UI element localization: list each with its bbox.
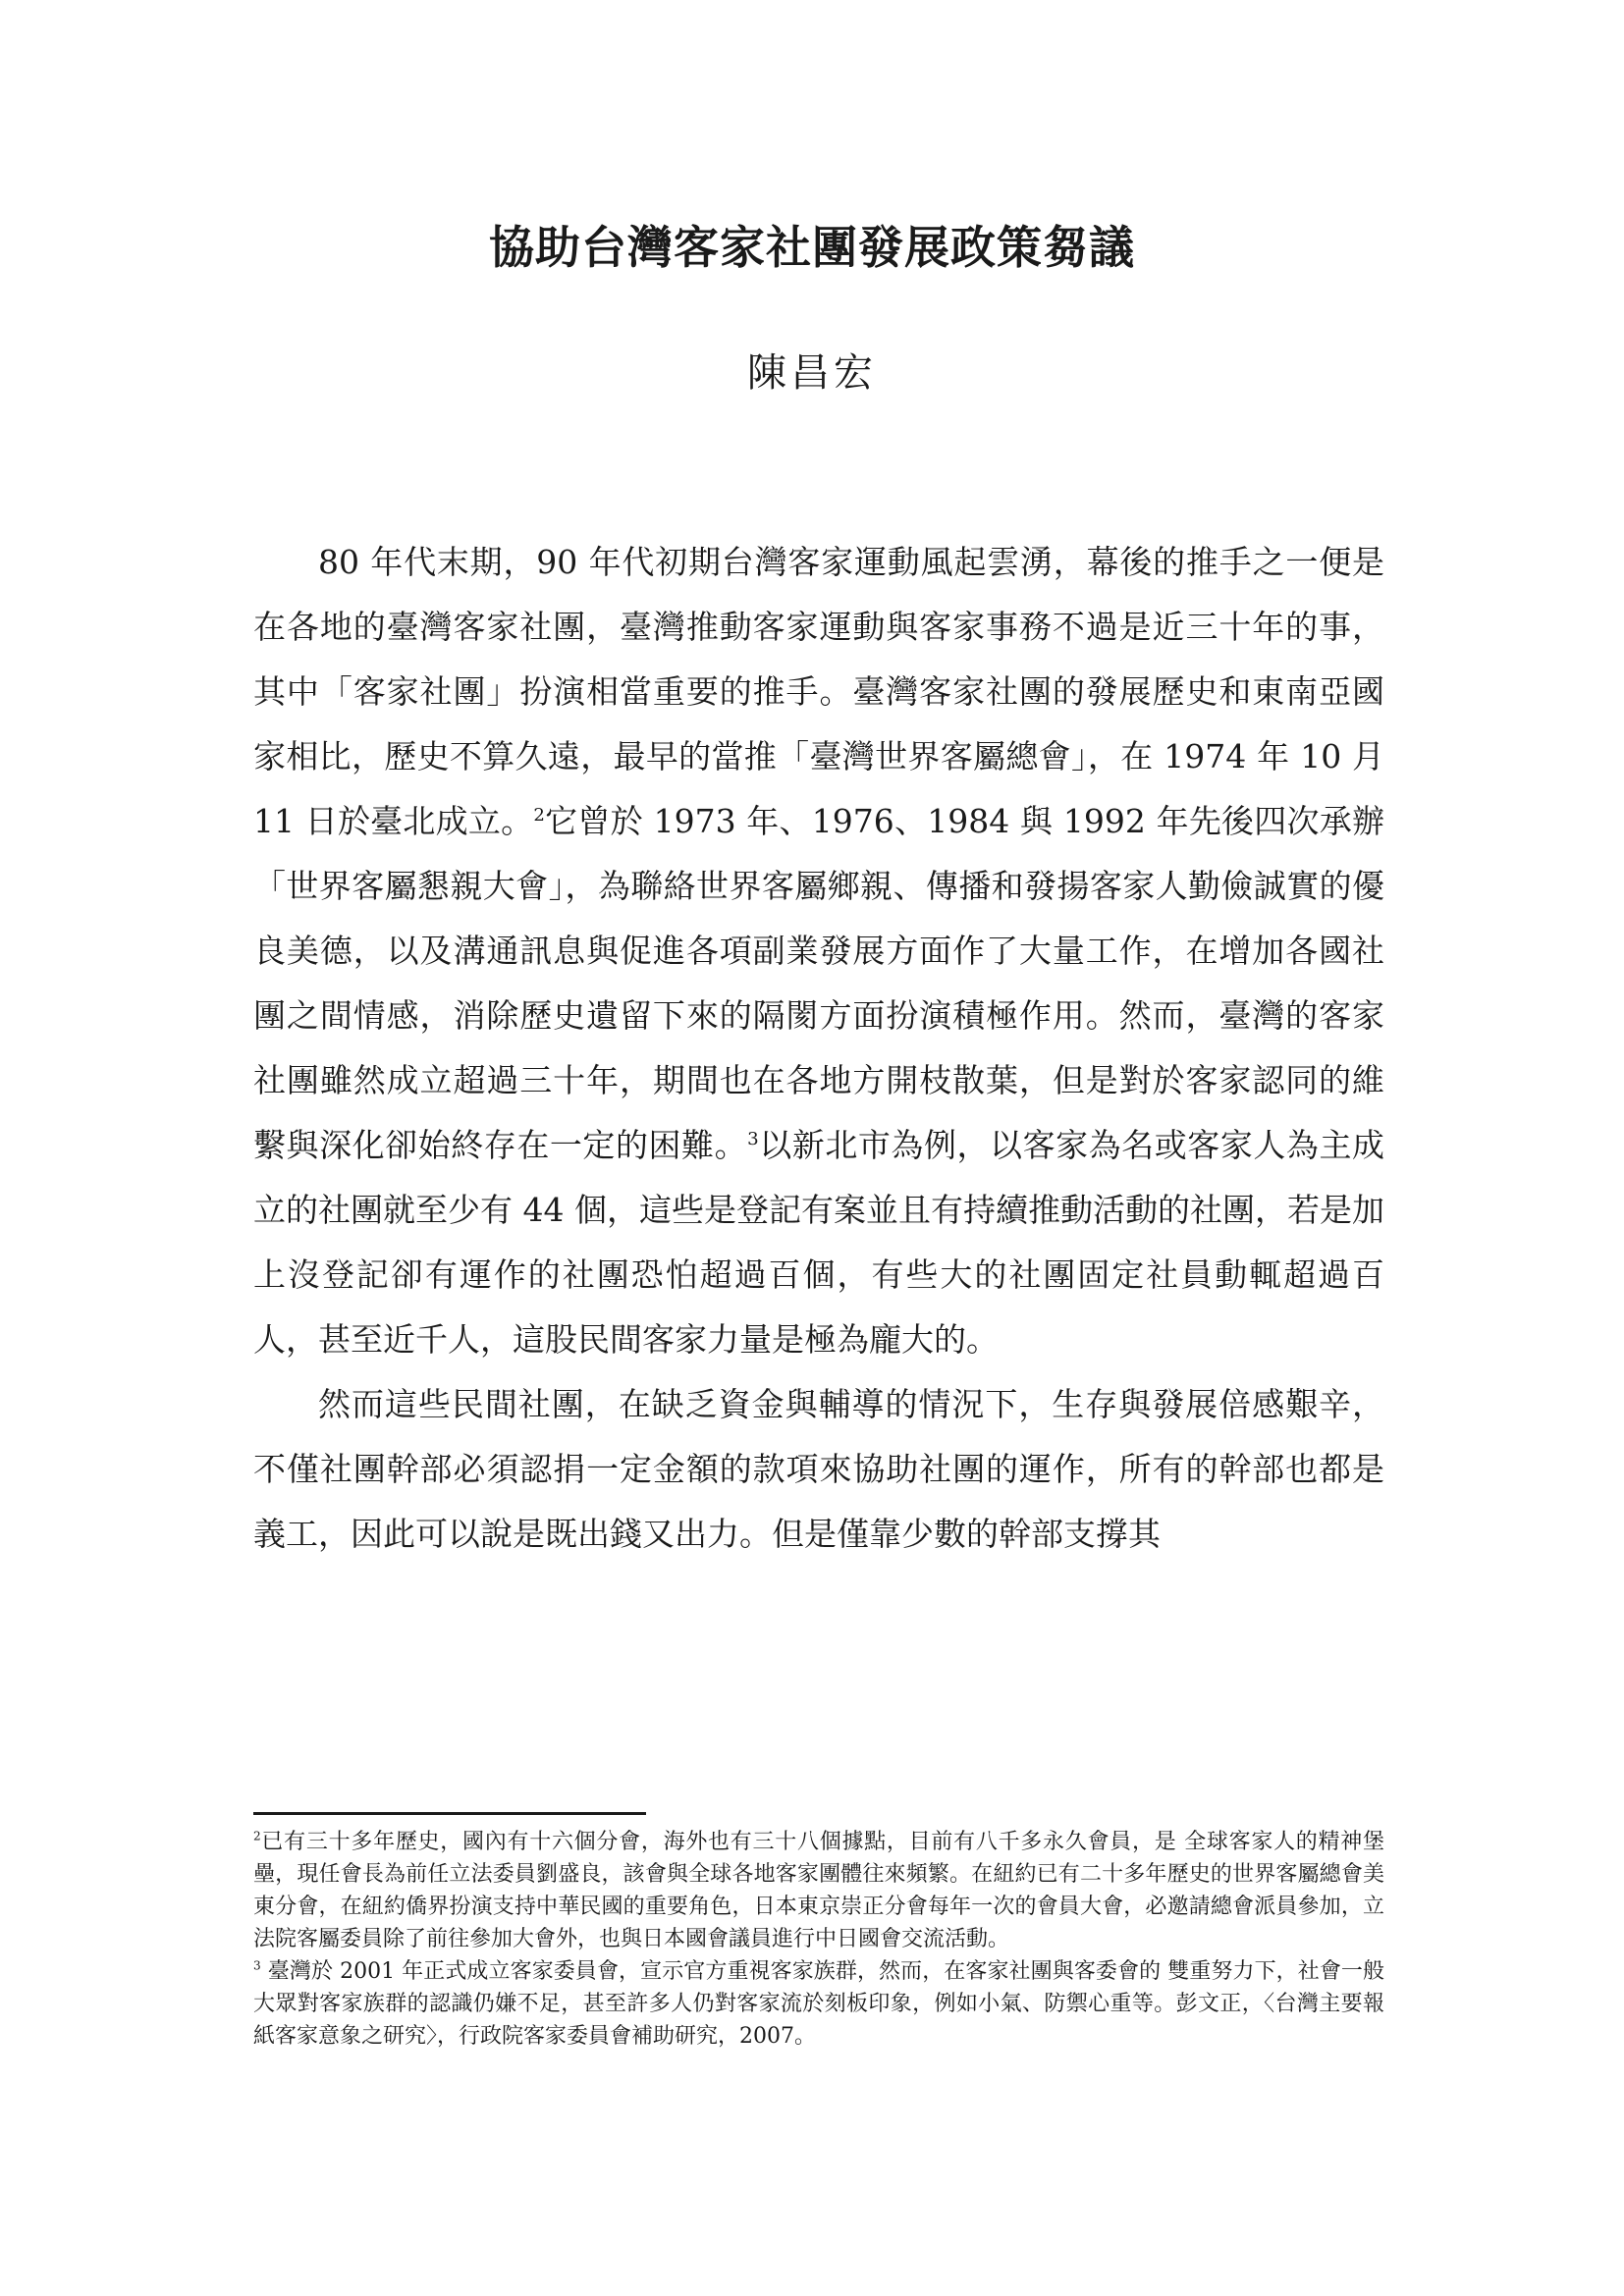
- footnote-2-number: 2: [253, 1829, 261, 1843]
- document-title: 協助台灣客家社團發展政策芻議: [489, 221, 1135, 274]
- footnote-3: [253, 1955, 1384, 2053]
- footnote-3-number: 3: [253, 1958, 261, 1973]
- body-text: [253, 530, 1384, 1567]
- paragraph-1-segment-3: 以新北市為例，以客家為名或客家人為主成立的社團就至少有 44 個，這些是登記有案並且有持續推動活動的社團，若是加上沒登記卻有運作的社團恐怕超過百個，有些大的社團固定社員動輒超過百人，甚至近千人，這股民間客家力量是極為龐大的。: [253, 1126, 1385, 1359]
- footnote-2-text: 已有三十多年歷史，國內有十六個分會，海外也有三十八個據點，目前有八千多永久會員，是 全球客家人的精神堡壘，現任會長為前任立法委員劉盛良，該會與全球各地客家團體往來頻繁。在紐約已有二十多年歷史的世界客屬總會美東分會，在紐約僑界扮演支持中華民國的重要角色，日本東京崇正分會每年一次的會員大會，必邀請總會派員參加，立法院客屬委員除了前往參加大會外，也與日本國會議員進行中日國會交流活動。: [253, 1830, 1384, 1951]
- author-name: 陳昌宏: [747, 350, 877, 396]
- footnote-divider: [253, 1812, 646, 1815]
- footnote-3-text: 臺灣於 2001 年正式成立客家委員會，宣示官方重視客家族群，然而，在客家社團與客委會的 雙重努力下，社會一般大眾對客家族群的認識仍嫌不足，甚至許多人仍對客家流於刻板印象，例如小氣、防禦心重等。彭文正，〈台灣主要報紙客家意象之研究〉，行政院客家委員會補助研究，2007。: [253, 1959, 1384, 2049]
- paragraph-1-segment-1: 80 年代末期，90 年代初期台灣客家運動風起雲湧，幕後的推手之一便是在各地的臺灣客家社團，臺灣推動客家運動與客家事務不過是近三十年的事，其中「客家社團」扮演相當重要的推手。臺灣客家社團的發展歷史和東南亞國家相比，歷史不算久遠，最早的當推「臺灣世界客屬總會」，在 1974 年 10 月 11 日於臺北成立。: [253, 543, 1384, 840]
- footnote-ref-3[interactable]: 3: [747, 1129, 759, 1149]
- footnote-ref-2[interactable]: 2: [533, 805, 545, 826]
- paragraph-1: [253, 530, 1384, 1372]
- paragraph-2: 然而這些民間社團，在缺乏資金與輔導的情況下，生存與發展倍感艱辛，不僅社團幹部必須認捐一定金額的款項來協助社團的運作，所有的幹部也都是義工，因此可以說是既出錢又出力。但是僅靠少數的幹部支撐其: [253, 1385, 1384, 1553]
- paragraph-1-segment-2: 它曾於 1973 年、1976、1984 與 1992 年先後四次承辦「世界客屬懇親大會」，為聯絡世界客屬鄉親、傳播和發揚客家人勤儉誠實的優良美德，以及溝通訊息與促進各項副業發展方面作了大量工作，在增加各國社團之間情感，消除歷史遺留下來的隔閡方面扮演積極作用。然而，臺灣的客家社團雖然成立超過三十年，期間也在各地方開枝散葉，但是對於客家認同的維繫與深化卻始終存在一定的困難。: [253, 802, 1384, 1164]
- footnotes: [253, 1826, 1384, 2053]
- footnote-2: [253, 1826, 1384, 1955]
